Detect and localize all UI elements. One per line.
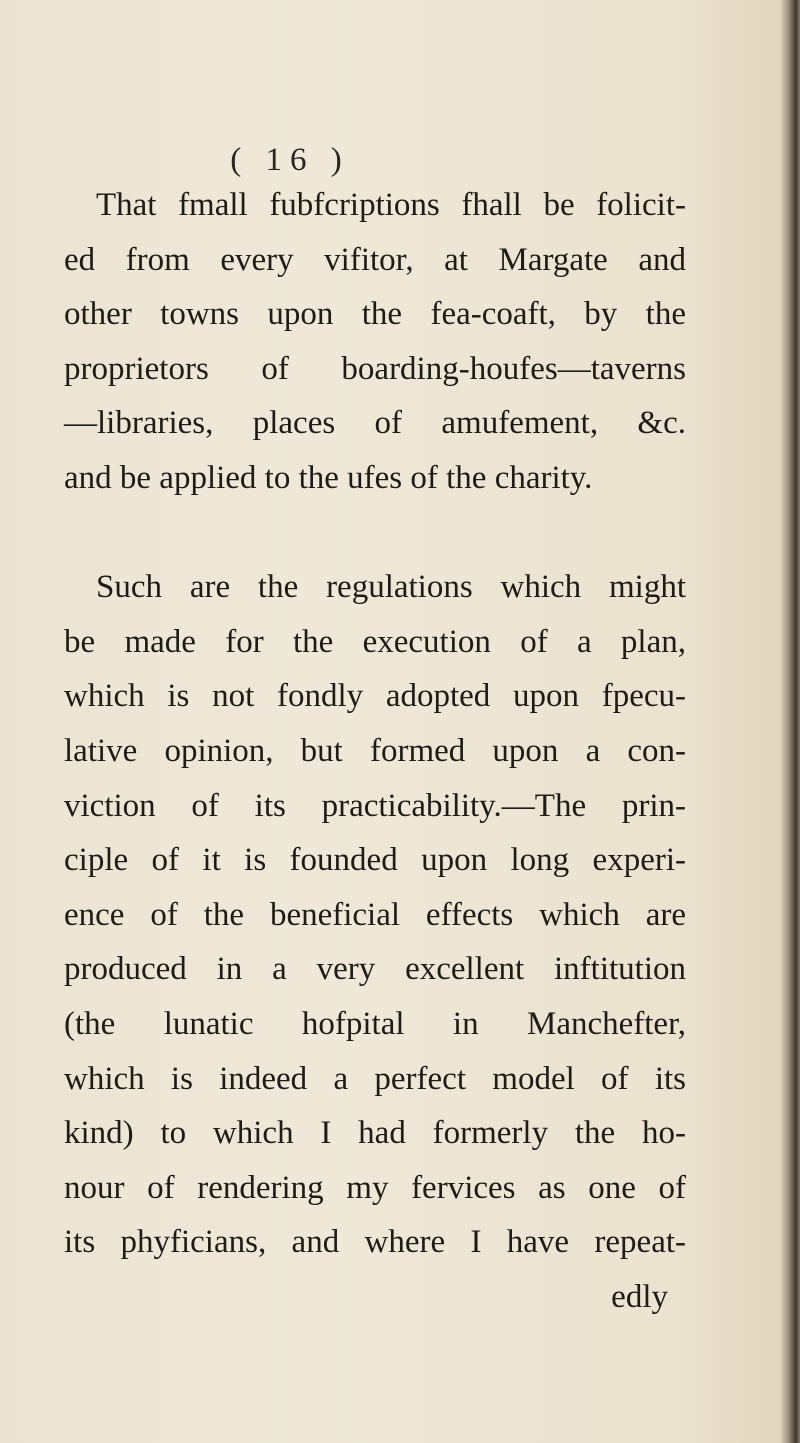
page-edge-shadow: [780, 0, 800, 1443]
text-line: viction of its practicability.—The prin-: [64, 787, 686, 824]
text-line: and be applied to the ufes of the charity.: [64, 459, 593, 496]
text-line: its phyficians, and where I have repeat-: [64, 1224, 686, 1261]
catchword: edly: [611, 1278, 668, 1315]
text-line: That fmall fubfcriptions fhall be folicit-: [96, 187, 686, 223]
body-text: [64, 178, 686, 1324]
text-line: which is indeed a perfect model of its: [64, 1060, 686, 1097]
paragraph-gap: [64, 506, 686, 561]
text-line: ence of the beneficial effects which are: [64, 896, 686, 933]
text-line: kind) to which I had formerly the ho-: [64, 1115, 686, 1152]
text-line: other towns upon the fea-coaft, by the: [64, 296, 686, 333]
text-line: Such are the regulations which might: [96, 569, 686, 606]
text-line: proprietors of boarding-houfes—taverns: [64, 350, 686, 387]
text-line: produced in a very excellent inftitution: [64, 951, 686, 988]
text-line: be made for the execution of a plan,: [64, 623, 686, 660]
page-number: ( 16 ): [230, 142, 350, 178]
text-line: lative opinion, but formed upon a con-: [64, 732, 686, 769]
text-line: which is not fondly adopted upon fpecu-: [64, 678, 686, 715]
text-line: ciple of it is founded upon long experi-: [64, 842, 686, 879]
text-line: (the lunatic hofpital in Manchefter,: [64, 1005, 686, 1042]
text-line: nour of rendering my fervices as one of: [64, 1169, 686, 1206]
text-line: —libraries, places of amufement, &c.: [64, 405, 686, 442]
text-line: ed from every vifitor, at Margate and: [64, 241, 686, 278]
